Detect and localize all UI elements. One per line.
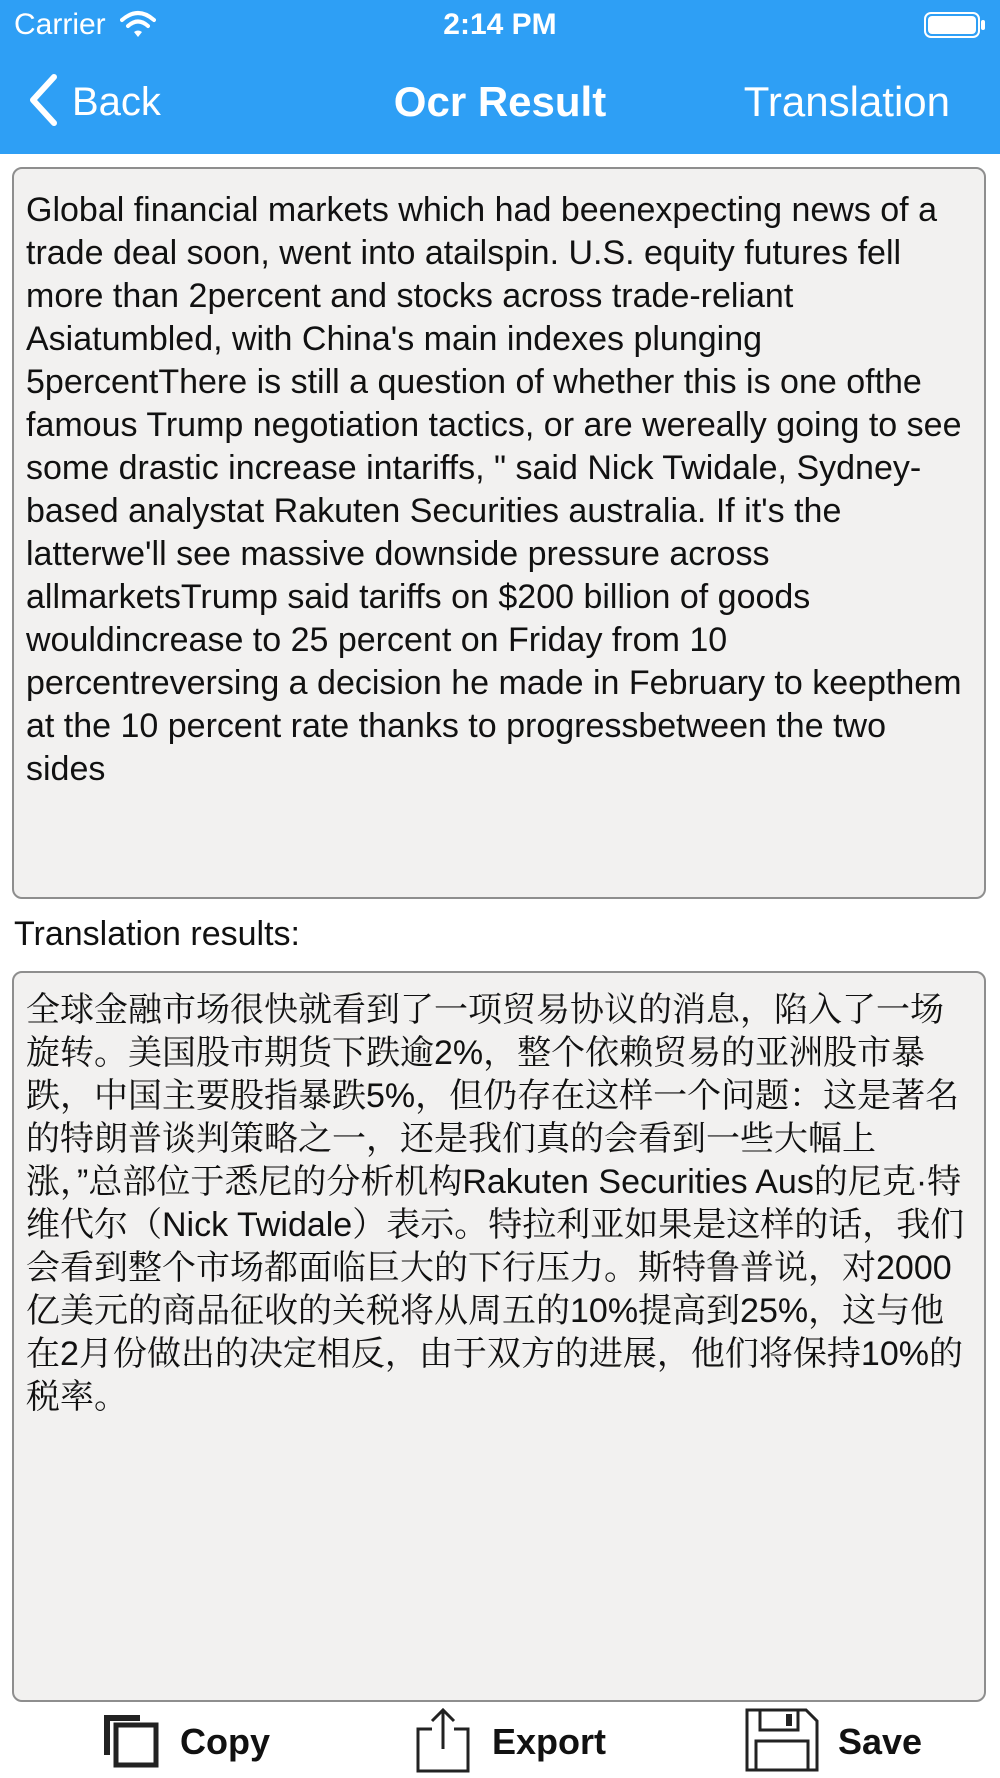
carrier-label: Carrier <box>14 8 106 41</box>
nav-bar <box>0 50 1000 154</box>
copy-icon <box>100 1711 162 1774</box>
export-button[interactable] <box>412 1708 606 1776</box>
copy-label: Copy <box>180 1721 270 1762</box>
translation-text-area[interactable]: 全球金融市场很快就看到了一项贸易协议的消息，陷入了一场旋转。美国股市期货下跌逾2%，整个依赖贸易的亚洲股市暴跌，中国主要股指暴跌5%，但仍存在这样一个问题：这是著名的特朗普谈判策略之一，还是我们真的会看到一些大幅上涨，”总部位于悉尼的分析机构Rakuten Securities Aus的尼克·特维代尔（Nick Twidale）表示。特拉利亚如果是这样的话，我们会看到整个市场都面临巨大的下行压力。斯特鲁普说，对2000亿美元的商品征收的关税将从周五的10%提高到25%，这与他在2月份做出的决定相反，由于双方的进展，他们将保持10%的税率。 <box>12 971 986 1702</box>
page-title: Ocr Result <box>393 78 607 125</box>
translation-button[interactable]: Translation <box>743 78 950 125</box>
save-button[interactable] <box>744 1708 922 1776</box>
header <box>0 0 1000 154</box>
status-bar <box>0 0 1000 50</box>
translation-results-label: Translation results: <box>14 915 300 953</box>
save-label: Save <box>838 1721 923 1762</box>
back-label: Back <box>72 79 161 124</box>
save-icon <box>744 1707 820 1778</box>
ocr-text-area[interactable]: Global financial markets which had beenexpecting news of a trade deal soon, went into atailspin. U.S. equity futures fell more than 2percent and stocks across trade-reliant Asiatumbled, with China's main indexes plunging 5percentThere is still a question of whether this is one ofthe famous Trump negotiation tactics, or are wereally going to see some drastic increase intariffs, " said Nick Twidale, Sydney-based analystat Rakuten Securities australia. If it's the latterwe'll see massive downside pressure across allmarketsTrump said tariffs on $200 billion of goods wouldincrease to 25 percent on Friday from 10 percentreversing a decision he made in February to keepthem at the 10 percent rate thanks to progressbetween the two sides <box>12 167 986 899</box>
status-time: 2:14 PM <box>443 8 557 41</box>
export-icon <box>412 1707 474 1778</box>
export-label: Export <box>492 1721 607 1762</box>
bottom-toolbar <box>0 1704 1000 1778</box>
battery-icon <box>924 12 986 43</box>
copy-button[interactable] <box>100 1708 270 1776</box>
